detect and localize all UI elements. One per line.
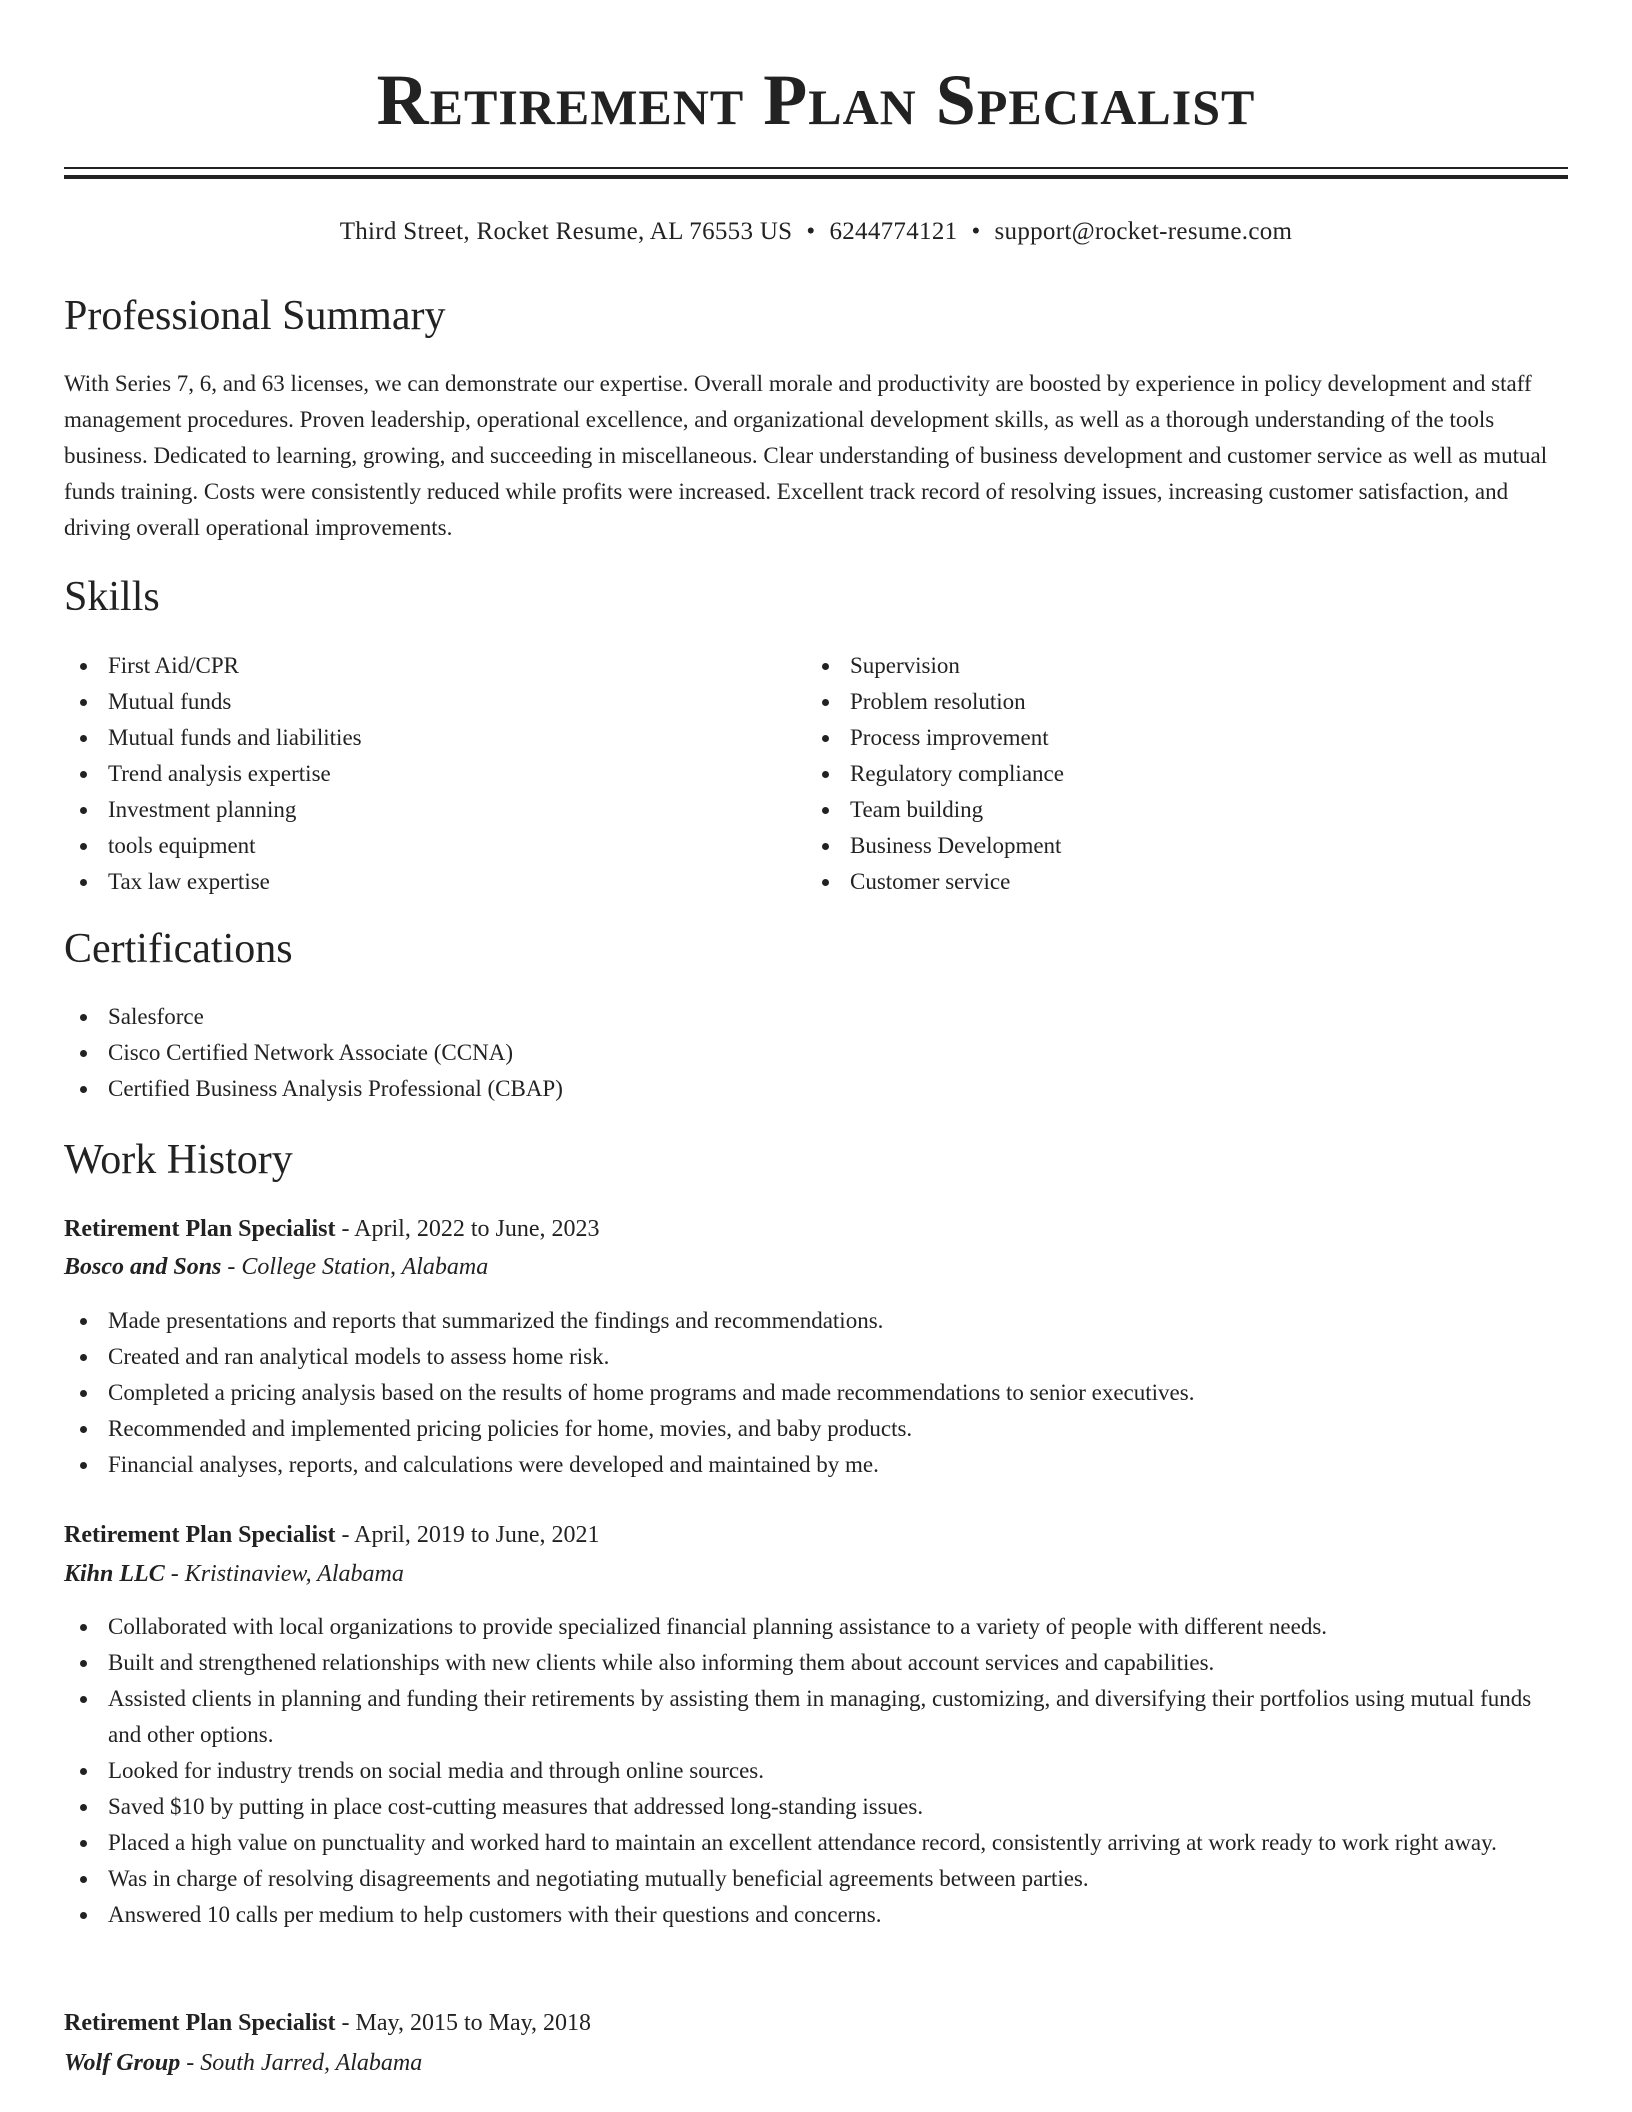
resume-title: Retirement Plan Specialist: [376, 60, 1256, 140]
skill-item: Supervision: [806, 648, 1546, 684]
skills-list-right: [806, 648, 1546, 900]
job-role: Retirement Plan Specialist: [64, 2010, 336, 2036]
job-bullet: Collaborated with local organizations to provide specialized financial planning assistance to a variety of people with different needs.: [64, 1609, 1568, 1645]
skill-item: Mutual funds: [64, 684, 804, 720]
skill-item: Team building: [806, 792, 1546, 828]
certification-item: Cisco Certified Network Associate (CCNA): [64, 1035, 1568, 1071]
job-location: - College Station, Alabama: [221, 1254, 489, 1280]
job-title-line: [64, 1211, 1568, 1247]
skill-item: Tax law expertise: [64, 864, 804, 900]
job-company: Wolf Group: [64, 2050, 181, 2076]
certification-item: Certified Business Analysis Professional (CBAP): [64, 1071, 1568, 1107]
job-bullet: Looked for industry trends on social media and through online sources.: [64, 1753, 1568, 1789]
job-company-line: [64, 1249, 1568, 1285]
skill-item: Problem resolution: [806, 684, 1546, 720]
job-bullets: [64, 1303, 1568, 1483]
job-role: Retirement Plan Specialist: [64, 1216, 336, 1242]
job-bullet: Was in charge of resolving disagreements and negotiating mutually beneficial agreements between parties.: [64, 1861, 1568, 1897]
contact-phone: 6244774121: [829, 218, 958, 245]
skill-item: Trend analysis expertise: [64, 756, 804, 792]
job-location: - South Jarred, Alabama: [180, 2050, 423, 2076]
job-bullet: Saved $10 by putting in place cost-cutting measures that addressed long-standing issues.: [64, 1789, 1568, 1825]
skill-item: Investment planning: [64, 792, 804, 828]
skill-item: Mutual funds and liabilities: [64, 720, 804, 756]
job-title-line: [64, 2005, 1568, 2041]
job-bullet: Answered 10 calls per medium to help customers with their questions and concerns.: [64, 1897, 1568, 1933]
job-bullet: Made presentations and reports that summarized the findings and recommendations.: [64, 1303, 1568, 1339]
job-company-line: [64, 2045, 1568, 2081]
section-heading-work-history: Work History: [64, 1137, 293, 1183]
certifications-list: [64, 999, 1568, 1107]
job-bullet: Recommended and implemented pricing policies for home, movies, and baby products.: [64, 1411, 1568, 1447]
job-bullet: Assisted clients in planning and funding their retirements by assisting them in managing, customizing, and diversifying their portfolios using mutual funds and other options.: [64, 1681, 1568, 1753]
job-company: Kihn LLC: [64, 1561, 165, 1587]
skill-item: tools equipment: [64, 828, 804, 864]
job-dates: - April, 2022 to June, 2023: [335, 1216, 600, 1242]
job-title-line: [64, 1517, 1568, 1553]
contact-email: support@rocket-resume.com: [994, 218, 1293, 245]
job-bullets: [64, 1609, 1568, 1933]
contact-separator: •: [806, 218, 816, 245]
job-bullet: Financial analyses, reports, and calculations were developed and maintained by me.: [64, 1447, 1568, 1483]
summary-text: With Series 7, 6, and 63 licenses, we can demonstrate our expertise. Overall morale and productivity are boosted by experience in policy development and staff management procedures. Proven leadership, operational excellence, and organizational development skills, as well as a thorough understanding of the tools business. Dedicated to learning, growing, and succeeding in miscellaneous. Clear understanding of business development and customer service as well as mutual funds training. Costs were consistently reduced while profits were increased. Excellent track record of resolving issues, increasing customer satisfaction, and driving overall operational improvements.: [64, 371, 1548, 540]
skill-item: Customer service: [806, 864, 1546, 900]
job-location: - Kristinaview, Alabama: [164, 1561, 404, 1587]
contact-address: Third Street, Rocket Resume, AL 76553 US: [339, 218, 793, 245]
section-heading-certifications: Certifications: [64, 926, 293, 972]
job-dates: - May, 2015 to May, 2018: [335, 2010, 592, 2036]
job-company: Bosco and Sons: [64, 1254, 222, 1280]
skill-item: Process improvement: [806, 720, 1546, 756]
header-divider-thin: [64, 167, 1568, 169]
contact-line: [64, 214, 1568, 250]
job-company-line: [64, 1556, 1568, 1592]
skill-item: First Aid/CPR: [64, 648, 804, 684]
skill-item: Regulatory compliance: [806, 756, 1546, 792]
header-divider-thick: [64, 175, 1568, 179]
job-bullet: Built and strengthened relationships with new clients while also informing them about account services and capabilities.: [64, 1645, 1568, 1681]
job-bullet: Created and ran analytical models to assess home risk.: [64, 1339, 1568, 1375]
section-heading-summary: Professional Summary: [64, 293, 446, 339]
job-bullet: Completed a pricing analysis based on the results of home programs and made recommendations to senior executives.: [64, 1375, 1568, 1411]
job-role: Retirement Plan Specialist: [64, 1522, 336, 1548]
certification-item: Salesforce: [64, 999, 1568, 1035]
section-heading-skills: Skills: [64, 574, 160, 620]
contact-separator: •: [971, 218, 981, 245]
skill-item: Business Development: [806, 828, 1546, 864]
skills-list-left: [64, 648, 804, 900]
job-bullet: Placed a high value on punctuality and worked hard to maintain an excellent attendance record, consistently arriving at work ready to work right away.: [64, 1825, 1568, 1861]
job-dates: - April, 2019 to June, 2021: [335, 1522, 600, 1548]
